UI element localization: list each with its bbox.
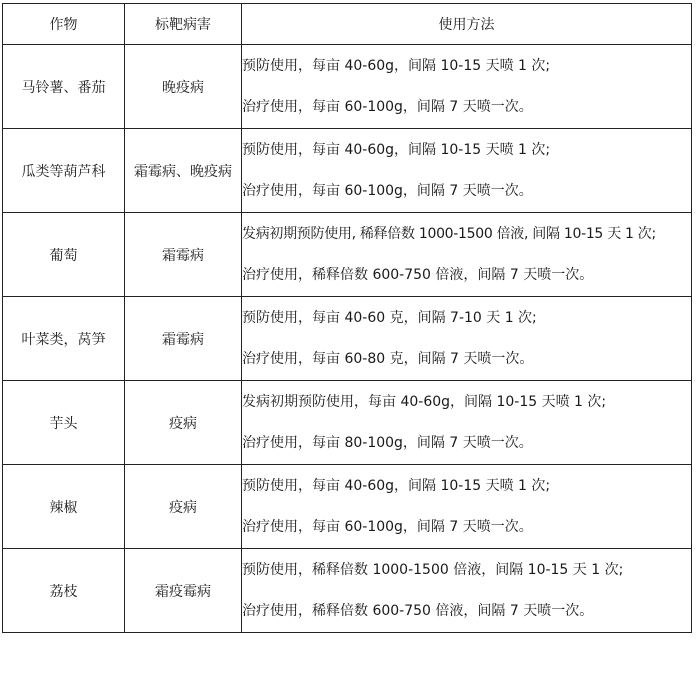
crop-cell: 芋头 (3, 381, 125, 465)
table-row (3, 549, 692, 633)
header-crop: 作物 (3, 4, 125, 45)
target-cell: 霜疫霉病 (125, 549, 242, 633)
table-row (3, 129, 692, 213)
method-cell (242, 297, 692, 381)
table-row (3, 45, 692, 129)
prevention-line: 预防使用，每亩 40-60 克，间隔 7-10 天 1 次; (242, 310, 537, 326)
method-cell (242, 465, 692, 549)
treatment-line: 治疗使用，每亩 80-100g，间隔 7 天喷一次。 (242, 435, 533, 451)
method-cell (242, 213, 692, 297)
prevention-line: 预防使用，每亩 40-60g，间隔 10-15 天喷 1 次; (242, 142, 551, 158)
crop-cell: 葡萄 (3, 213, 125, 297)
table-row (3, 297, 692, 381)
table-row (3, 213, 692, 297)
target-cell: 疫病 (125, 381, 242, 465)
method-cell (242, 129, 692, 213)
target-cell: 晚疫病 (125, 45, 242, 129)
treatment-line: 治疗使用，每亩 60-100g，间隔 7 天喷一次。 (242, 99, 533, 115)
target-cell: 霜霉病、晚疫病 (125, 129, 242, 213)
crop-cell: 叶菜类，莴笋 (3, 297, 125, 381)
method-cell (242, 45, 692, 129)
target-cell: 霜霉病 (125, 297, 242, 381)
prevention-line: 预防使用，稀释倍数 1000-1500 倍液，间隔 10-15 天 1 次; (242, 562, 624, 578)
target-cell: 霜霉病 (125, 213, 242, 297)
header-target: 标靶病害 (125, 4, 242, 45)
usage-table (2, 3, 692, 633)
prevention-line: 预防使用，每亩 40-60g，间隔 10-15 天喷 1 次; (242, 478, 551, 494)
treatment-line: 治疗使用，每亩 60-100g，间隔 7 天喷一次。 (242, 519, 533, 535)
treatment-line: 治疗使用，每亩 60-100g，间隔 7 天喷一次。 (242, 183, 533, 199)
header-row (3, 4, 692, 45)
crop-cell: 瓜类等葫芦科 (3, 129, 125, 213)
treatment-line: 治疗使用，每亩 60-80 克，间隔 7 天喷一次。 (242, 351, 534, 367)
prevention-line: 发病初期预防使用, 稀释倍数 1000-1500 倍液, 间隔 10-15 天 1 次; (242, 226, 656, 242)
crop-cell: 荔枝 (3, 549, 125, 633)
method-cell (242, 381, 692, 465)
crop-cell: 马铃薯、番茄 (3, 45, 125, 129)
treatment-line: 治疗使用，稀释倍数 600-750 倍液，间隔 7 天喷一次。 (242, 267, 594, 283)
prevention-line: 发病初期预防使用，每亩 40-60g，间隔 10-15 天喷 1 次; (242, 394, 607, 410)
crop-cell: 辣椒 (3, 465, 125, 549)
target-cell: 疫病 (125, 465, 242, 549)
table-row (3, 465, 692, 549)
method-cell (242, 549, 692, 633)
prevention-line: 预防使用，每亩 40-60g，间隔 10-15 天喷 1 次; (242, 58, 551, 74)
header-method: 使用方法 (242, 4, 692, 45)
treatment-line: 治疗使用，稀释倍数 600-750 倍液，间隔 7 天喷一次。 (242, 603, 594, 619)
table-row (3, 381, 692, 465)
